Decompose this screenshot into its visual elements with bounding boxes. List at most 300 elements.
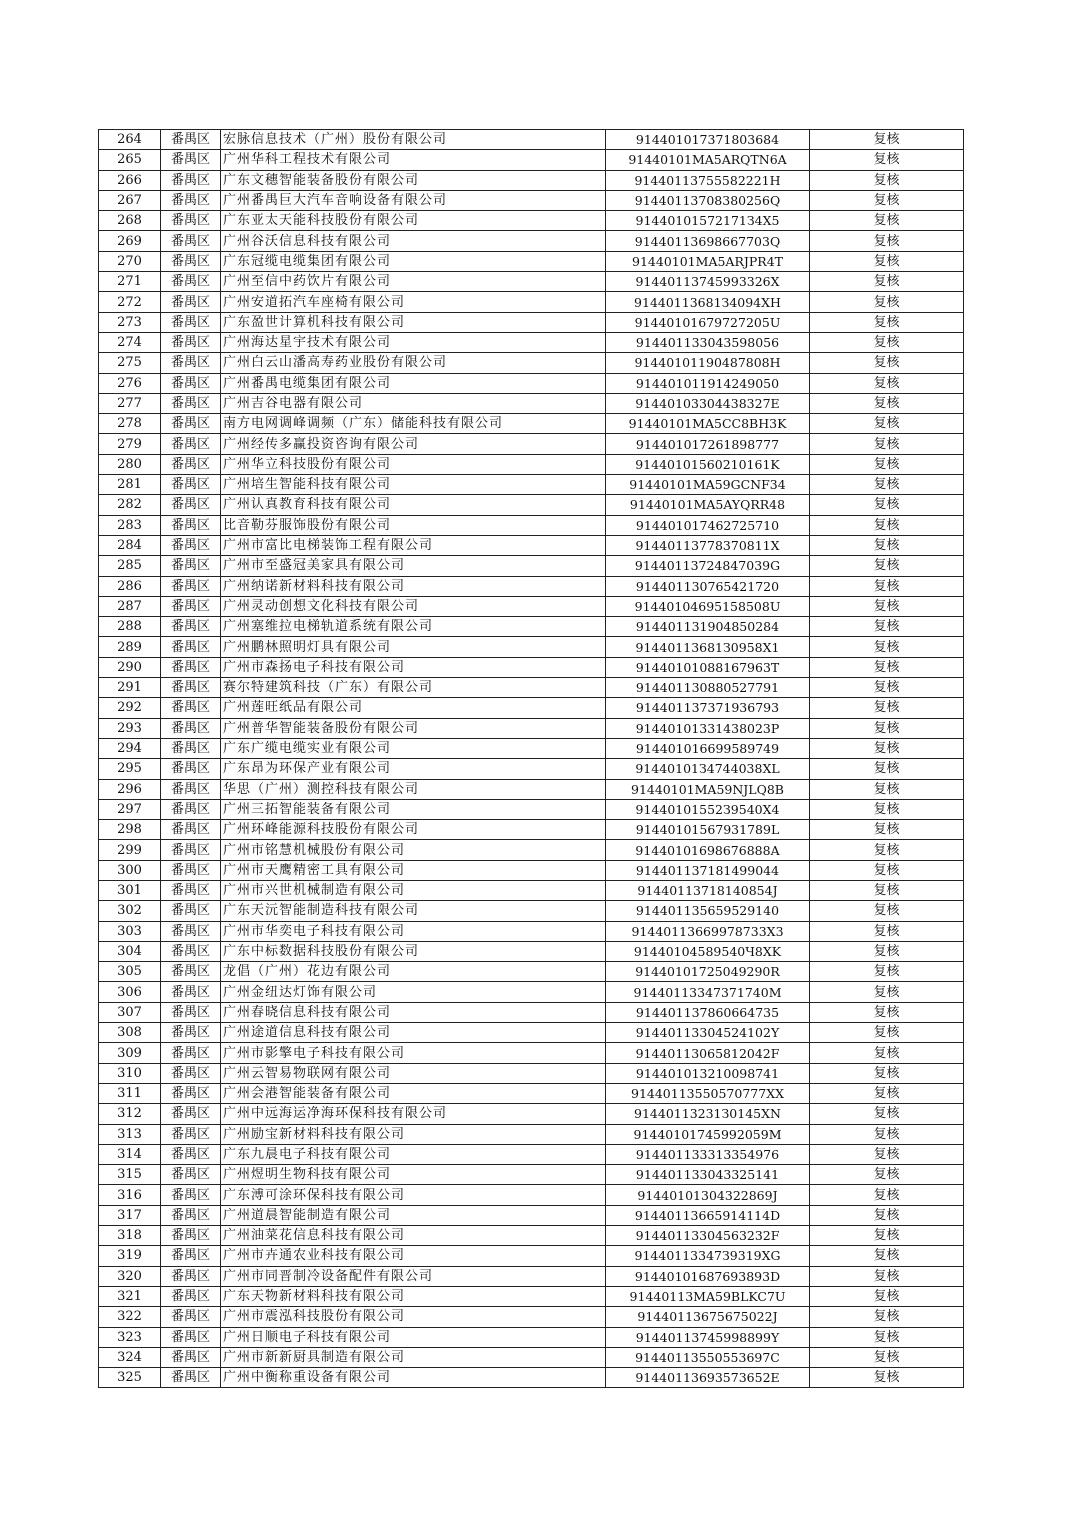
row-number: 264 xyxy=(99,130,161,150)
company-name-cell: 广州纳诺新材料科技有限公司 xyxy=(221,576,606,596)
row-number: 296 xyxy=(99,779,161,799)
table-row xyxy=(99,1307,964,1327)
row-number: 303 xyxy=(99,921,161,941)
district-cell: 番禺区 xyxy=(161,860,221,880)
row-number: 265 xyxy=(99,150,161,170)
credit-code-cell: 91440113698667703Q xyxy=(606,231,810,251)
company-name-cell: 广州经传多赢投资咨询有限公司 xyxy=(221,434,606,454)
table-row xyxy=(99,312,964,332)
table-row xyxy=(99,1063,964,1083)
credit-code-cell: 91440113065812042F xyxy=(606,1043,810,1063)
credit-code-cell: 91440101MA5ARJPR4T xyxy=(606,251,810,271)
district-cell: 番禺区 xyxy=(161,698,221,718)
company-name-cell: 广东溥可涂环保科技有限公司 xyxy=(221,1185,606,1205)
table-row xyxy=(99,759,964,779)
district-cell: 番禺区 xyxy=(161,251,221,271)
table-row xyxy=(99,1286,964,1306)
company-name-cell: 广东天物新材料科技有限公司 xyxy=(221,1286,606,1306)
company-name-cell: 广东亚太天能科技股份有限公司 xyxy=(221,211,606,231)
row-number: 325 xyxy=(99,1368,161,1388)
table-row xyxy=(99,393,964,413)
row-number: 291 xyxy=(99,678,161,698)
district-cell: 番禺区 xyxy=(161,1104,221,1124)
company-name-cell: 广州番禺电缆集团有限公司 xyxy=(221,373,606,393)
district-cell: 番禺区 xyxy=(161,1002,221,1022)
company-name-cell: 广州认真教育科技有限公司 xyxy=(221,495,606,515)
company-name-cell: 广州白云山潘高寿药业股份有限公司 xyxy=(221,353,606,373)
row-number: 268 xyxy=(99,211,161,231)
table-row xyxy=(99,414,964,434)
table-row xyxy=(99,962,964,982)
status-cell: 复核 xyxy=(810,1002,964,1022)
district-cell: 番禺区 xyxy=(161,373,221,393)
row-number: 301 xyxy=(99,880,161,900)
credit-code-cell: 91440101687693893D xyxy=(606,1266,810,1286)
credit-code-cell: 91440101745992059M xyxy=(606,1124,810,1144)
district-cell: 番禺区 xyxy=(161,820,221,840)
status-cell: 复核 xyxy=(810,353,964,373)
district-cell: 番禺区 xyxy=(161,1185,221,1205)
table-row xyxy=(99,1104,964,1124)
status-cell: 复核 xyxy=(810,962,964,982)
company-name-cell: 广州市同晋制冷设备配件有限公司 xyxy=(221,1266,606,1286)
status-cell: 复核 xyxy=(810,1144,964,1164)
company-name-cell: 宏脉信息技术（广州）股份有限公司 xyxy=(221,130,606,150)
credit-code-cell: 91440101552З9540X4 xyxy=(606,799,810,819)
status-cell: 复核 xyxy=(810,373,964,393)
credit-code-cell: 914401013210098741 xyxy=(606,1063,810,1083)
table-row xyxy=(99,1043,964,1063)
row-number: 266 xyxy=(99,170,161,190)
row-number: 278 xyxy=(99,414,161,434)
row-number: 273 xyxy=(99,312,161,332)
row-number: 324 xyxy=(99,1347,161,1367)
table-row xyxy=(99,576,964,596)
company-name-cell: 广州华科工程技术有限公司 xyxy=(221,150,606,170)
credit-code-cell: 914401017462725710 xyxy=(606,515,810,535)
row-number: 281 xyxy=(99,475,161,495)
row-number: 310 xyxy=(99,1063,161,1083)
table-row xyxy=(99,840,964,860)
district-cell: 番禺区 xyxy=(161,1286,221,1306)
company-name-cell: 广州环峰能源科技股份有限公司 xyxy=(221,820,606,840)
status-cell: 复核 xyxy=(810,738,964,758)
status-cell: 复核 xyxy=(810,231,964,251)
company-name-cell: 广州安道拓汽车座椅有限公司 xyxy=(221,292,606,312)
credit-code-cell: 91440101572171З4X5 xyxy=(606,211,810,231)
district-cell: 番禺区 xyxy=(161,312,221,332)
row-number: 282 xyxy=(99,495,161,515)
company-name-cell: 广州春晓信息科技有限公司 xyxy=(221,1002,606,1022)
district-cell: 番禺区 xyxy=(161,1144,221,1164)
credit-code-cell: 91440113745993326X xyxy=(606,272,810,292)
status-cell: 复核 xyxy=(810,657,964,677)
status-cell: 复核 xyxy=(810,982,964,1002)
table-row xyxy=(99,617,964,637)
table-row xyxy=(99,231,964,251)
status-cell: 复核 xyxy=(810,637,964,657)
status-cell: 复核 xyxy=(810,1307,964,1327)
credit-code-cell: 91440101725049290R xyxy=(606,962,810,982)
status-cell: 复核 xyxy=(810,1226,964,1246)
district-cell: 番禺区 xyxy=(161,779,221,799)
company-name-cell: 广州吉谷电器有限公司 xyxy=(221,393,606,413)
status-cell: 复核 xyxy=(810,292,964,312)
status-cell: 复核 xyxy=(810,272,964,292)
district-cell: 番禺区 xyxy=(161,292,221,312)
company-name-cell: 广州市新新厨具制造有限公司 xyxy=(221,1347,606,1367)
credit-code-cell: 914401016699589749 xyxy=(606,738,810,758)
status-cell: 复核 xyxy=(810,414,964,434)
status-cell: 复核 xyxy=(810,1185,964,1205)
row-number: 307 xyxy=(99,1002,161,1022)
status-cell: 复核 xyxy=(810,596,964,616)
table-row xyxy=(99,982,964,1002)
row-number: 309 xyxy=(99,1043,161,1063)
row-number: 274 xyxy=(99,332,161,352)
credit-code-cell: 91440113755582221H xyxy=(606,170,810,190)
status-cell: 复核 xyxy=(810,759,964,779)
credit-code-cell: 91440101MA59GCNF34 xyxy=(606,475,810,495)
table-row xyxy=(99,475,964,495)
table-row xyxy=(99,1205,964,1225)
status-cell: 复核 xyxy=(810,1165,964,1185)
table-row xyxy=(99,1165,964,1185)
status-cell: 复核 xyxy=(810,170,964,190)
district-cell: 番禺区 xyxy=(161,434,221,454)
table-row xyxy=(99,1246,964,1266)
credit-code-cell: 91440101088167963T xyxy=(606,657,810,677)
status-cell: 复核 xyxy=(810,475,964,495)
table-row xyxy=(99,596,964,616)
status-cell: 复核 xyxy=(810,1368,964,1388)
credit-code-cell: 91440113669978733X3 xyxy=(606,921,810,941)
credit-code-cell: 91440113708380256Q xyxy=(606,190,810,210)
district-cell: 番禺区 xyxy=(161,353,221,373)
table-row xyxy=(99,495,964,515)
status-cell: 复核 xyxy=(810,820,964,840)
table-row xyxy=(99,1327,964,1347)
status-cell: 复核 xyxy=(810,840,964,860)
table-row xyxy=(99,1347,964,1367)
row-number: 308 xyxy=(99,1023,161,1043)
company-name-cell: 广州市华奕电子科技有限公司 xyxy=(221,921,606,941)
district-cell: 番禺区 xyxy=(161,150,221,170)
company-name-cell: 广州至信中药饮片有限公司 xyxy=(221,272,606,292)
table-row xyxy=(99,190,964,210)
table-row xyxy=(99,698,964,718)
company-name-cell: 广州日顺电子科技有限公司 xyxy=(221,1327,606,1347)
company-name-cell: 广州市震泓科技股份有限公司 xyxy=(221,1307,606,1327)
district-cell: 番禺区 xyxy=(161,1165,221,1185)
credit-code-cell: 91440113304563232F xyxy=(606,1226,810,1246)
row-number: 269 xyxy=(99,231,161,251)
district-cell: 番禺区 xyxy=(161,962,221,982)
row-number: 318 xyxy=(99,1226,161,1246)
company-name-cell: 广州市森扬电子科技有限公司 xyxy=(221,657,606,677)
row-number: 320 xyxy=(99,1266,161,1286)
company-name-cell: 广州会港智能装备有限公司 xyxy=(221,1083,606,1103)
company-name-cell: 广州市兴世机械制造有限公司 xyxy=(221,880,606,900)
district-cell: 番禺区 xyxy=(161,738,221,758)
row-number: 319 xyxy=(99,1246,161,1266)
company-name-cell: 广州鹏林照明灯具有限公司 xyxy=(221,637,606,657)
district-cell: 番禺区 xyxy=(161,170,221,190)
company-name-cell: 南方电网调峰调频（广东）储能科技有限公司 xyxy=(221,414,606,434)
company-name-cell: 赛尔特建筑科技（广东）有限公司 xyxy=(221,678,606,698)
row-number: 298 xyxy=(99,820,161,840)
row-number: 304 xyxy=(99,941,161,961)
district-cell: 番禺区 xyxy=(161,799,221,819)
credit-code-cell: 91440113347371740M xyxy=(606,982,810,1002)
district-cell: 番禺区 xyxy=(161,941,221,961)
status-cell: 复核 xyxy=(810,779,964,799)
table-row xyxy=(99,678,964,698)
company-name-cell: 广州市天鹰精密工具有限公司 xyxy=(221,860,606,880)
credit-code-cell: 914401133313354976 xyxy=(606,1144,810,1164)
company-name-cell: 广州油菜花信息科技有限公司 xyxy=(221,1226,606,1246)
table-row xyxy=(99,779,964,799)
credit-code-cell: 914401135659529140 xyxy=(606,901,810,921)
credit-code-cell: 91440113231З0145XN xyxy=(606,1104,810,1124)
credit-code-cell: 914401137181499044 xyxy=(606,860,810,880)
credit-code-cell: 914401011914249050 xyxy=(606,373,810,393)
credit-code-cell: 91440113665914114D xyxy=(606,1205,810,1225)
credit-code-cell: 91440113681З0958X1 xyxy=(606,637,810,657)
status-cell: 复核 xyxy=(810,211,964,231)
district-cell: 番禺区 xyxy=(161,1023,221,1043)
row-number: 314 xyxy=(99,1144,161,1164)
district-cell: 番禺区 xyxy=(161,272,221,292)
company-name-cell: 广东盈世计算机科技有限公司 xyxy=(221,312,606,332)
status-cell: 复核 xyxy=(810,901,964,921)
credit-code-cell: 91440113550553697C xyxy=(606,1347,810,1367)
row-number: 322 xyxy=(99,1307,161,1327)
row-number: 316 xyxy=(99,1185,161,1205)
credit-code-cell: 91440113724847039G xyxy=(606,556,810,576)
credit-code-cell: 914401131904850284 xyxy=(606,617,810,637)
table-row xyxy=(99,1185,964,1205)
district-cell: 番禺区 xyxy=(161,596,221,616)
status-cell: 复核 xyxy=(810,617,964,637)
row-number: 305 xyxy=(99,962,161,982)
credit-code-cell: 91440101MA5AYQRR48 xyxy=(606,495,810,515)
row-number: 285 xyxy=(99,556,161,576)
district-cell: 番禺区 xyxy=(161,1347,221,1367)
row-number: 323 xyxy=(99,1327,161,1347)
credit-code-cell: 91440113693573652E xyxy=(606,1368,810,1388)
table-row xyxy=(99,1083,964,1103)
district-cell: 番禺区 xyxy=(161,1327,221,1347)
district-cell: 番禺区 xyxy=(161,1083,221,1103)
status-cell: 复核 xyxy=(810,251,964,271)
district-cell: 番禺区 xyxy=(161,454,221,474)
row-number: 284 xyxy=(99,535,161,555)
status-cell: 复核 xyxy=(810,332,964,352)
company-name-cell: 广州云智易物联网有限公司 xyxy=(221,1063,606,1083)
district-cell: 番禺区 xyxy=(161,130,221,150)
district-cell: 番禺区 xyxy=(161,718,221,738)
row-number: 286 xyxy=(99,576,161,596)
status-cell: 复核 xyxy=(810,190,964,210)
status-cell: 复核 xyxy=(810,150,964,170)
row-number: 289 xyxy=(99,637,161,657)
table-row xyxy=(99,880,964,900)
row-number: 299 xyxy=(99,840,161,860)
row-number: 267 xyxy=(99,190,161,210)
credit-code-cell: 91440113778370811X xyxy=(606,535,810,555)
status-cell: 复核 xyxy=(810,1023,964,1043)
row-number: 294 xyxy=(99,738,161,758)
table-row xyxy=(99,454,964,474)
row-number: 321 xyxy=(99,1286,161,1306)
district-cell: 番禺区 xyxy=(161,231,221,251)
row-number: 295 xyxy=(99,759,161,779)
company-name-cell: 广州华立科技股份有限公司 xyxy=(221,454,606,474)
district-cell: 番禺区 xyxy=(161,495,221,515)
status-cell: 复核 xyxy=(810,1124,964,1144)
status-cell: 复核 xyxy=(810,1327,964,1347)
row-number: 275 xyxy=(99,353,161,373)
row-number: 290 xyxy=(99,657,161,677)
company-name-cell: 广州中远海运净海环保科技有限公司 xyxy=(221,1104,606,1124)
district-cell: 番禺区 xyxy=(161,880,221,900)
table-row xyxy=(99,901,964,921)
district-cell: 番禺区 xyxy=(161,901,221,921)
credit-code-cell: 91440113MA59BLKC7U xyxy=(606,1286,810,1306)
district-cell: 番禺区 xyxy=(161,1246,221,1266)
credit-code-cell: 91440101З4744038XL xyxy=(606,759,810,779)
company-name-cell: 广州普华智能装备股份有限公司 xyxy=(221,718,606,738)
district-cell: 番禺区 xyxy=(161,332,221,352)
table-row xyxy=(99,738,964,758)
status-cell: 复核 xyxy=(810,880,964,900)
row-number: 272 xyxy=(99,292,161,312)
company-name-cell: 广东昂为环保产业有限公司 xyxy=(221,759,606,779)
status-cell: 复核 xyxy=(810,678,964,698)
table-row xyxy=(99,272,964,292)
table-row xyxy=(99,353,964,373)
company-name-cell: 比音勒芬服饰股份有限公司 xyxy=(221,515,606,535)
company-name-cell: 广州莲旺纸品有限公司 xyxy=(221,698,606,718)
table-row xyxy=(99,332,964,352)
table-row xyxy=(99,150,964,170)
company-name-cell: 广东冠缆电缆集团有限公司 xyxy=(221,251,606,271)
table-row xyxy=(99,637,964,657)
company-name-cell: 广州灵动创想文化科技有限公司 xyxy=(221,596,606,616)
status-cell: 复核 xyxy=(810,312,964,332)
row-number: 313 xyxy=(99,1124,161,1144)
status-cell: 复核 xyxy=(810,1246,964,1266)
status-cell: 复核 xyxy=(810,454,964,474)
row-number: 292 xyxy=(99,698,161,718)
company-name-cell: 广州三拓智能装备有限公司 xyxy=(221,799,606,819)
status-cell: 复核 xyxy=(810,1063,964,1083)
row-number: 276 xyxy=(99,373,161,393)
credit-code-cell: 91440113681З4094XH xyxy=(606,292,810,312)
company-name-cell: 广州市至盛冠美家具有限公司 xyxy=(221,556,606,576)
credit-code-cell: 91440113718140854J xyxy=(606,880,810,900)
status-cell: 复核 xyxy=(810,495,964,515)
company-name-cell: 广东广缆电缆实业有限公司 xyxy=(221,738,606,758)
company-name-cell: 广州谷沃信息科技有限公司 xyxy=(221,231,606,251)
company-name-cell: 华思（广州）测控科技有限公司 xyxy=(221,779,606,799)
district-cell: 番禺区 xyxy=(161,982,221,1002)
row-number: 311 xyxy=(99,1083,161,1103)
status-cell: 复核 xyxy=(810,434,964,454)
company-name-cell: 广州市铭慧机械股份有限公司 xyxy=(221,840,606,860)
credit-code-cell: 91440101304322869J xyxy=(606,1185,810,1205)
table-row xyxy=(99,799,964,819)
status-cell: 复核 xyxy=(810,1286,964,1306)
credit-code-cell: 91440101331438023P xyxy=(606,718,810,738)
status-cell: 复核 xyxy=(810,1205,964,1225)
credit-code-cell: 914401137860664735 xyxy=(606,1002,810,1022)
company-name-cell: 广州煜明生物科技有限公司 xyxy=(221,1165,606,1185)
credit-code-cell: 914401133043598056 xyxy=(606,332,810,352)
row-number: 279 xyxy=(99,434,161,454)
status-cell: 复核 xyxy=(810,1104,964,1124)
credit-code-cell: 91440101MA5ARQTN6A xyxy=(606,150,810,170)
credit-code-cell: 91440101MA5CC8BH3K xyxy=(606,414,810,434)
district-cell: 番禺区 xyxy=(161,414,221,434)
table-row xyxy=(99,1124,964,1144)
table-row xyxy=(99,211,964,231)
company-name-cell: 广东九晨电子科技有限公司 xyxy=(221,1144,606,1164)
district-cell: 番禺区 xyxy=(161,211,221,231)
credit-code-cell: 91440101MA59NJLQ8B xyxy=(606,779,810,799)
company-name-cell: 广州培生智能科技有限公司 xyxy=(221,475,606,495)
company-name-cell: 广州番禺巨大汽车音响设备有限公司 xyxy=(221,190,606,210)
credit-code-cell: 91440101567931789L xyxy=(606,820,810,840)
row-number: 270 xyxy=(99,251,161,271)
row-number: 315 xyxy=(99,1165,161,1185)
credit-code-cell: 914401017261898777 xyxy=(606,434,810,454)
status-cell: 复核 xyxy=(810,515,964,535)
table-row xyxy=(99,921,964,941)
status-cell: 复核 xyxy=(810,1266,964,1286)
table-row xyxy=(99,434,964,454)
district-cell: 番禺区 xyxy=(161,840,221,860)
status-cell: 复核 xyxy=(810,941,964,961)
credit-code-cell: 914401133043325141 xyxy=(606,1165,810,1185)
status-cell: 复核 xyxy=(810,799,964,819)
credit-code-cell: 91440101679727205U xyxy=(606,312,810,332)
company-name-cell: 广州市富比电梯装饰工程有限公司 xyxy=(221,535,606,555)
table-row xyxy=(99,941,964,961)
company-name-cell: 广东中标数据科技股份有限公司 xyxy=(221,941,606,961)
table-row xyxy=(99,373,964,393)
district-cell: 番禺区 xyxy=(161,475,221,495)
credit-code-cell: 91440103304438327E xyxy=(606,393,810,413)
district-cell: 番禺区 xyxy=(161,576,221,596)
status-cell: 复核 xyxy=(810,860,964,880)
company-name-cell: 广州塞维拉电梯轨道系统有限公司 xyxy=(221,617,606,637)
district-cell: 番禺区 xyxy=(161,1043,221,1063)
row-number: 300 xyxy=(99,860,161,880)
credit-code-cell: 914401017371803684 xyxy=(606,130,810,150)
district-cell: 番禺区 xyxy=(161,535,221,555)
district-cell: 番禺区 xyxy=(161,921,221,941)
district-cell: 番禺区 xyxy=(161,657,221,677)
company-name-cell: 广州市影擎电子科技有限公司 xyxy=(221,1043,606,1063)
credit-code-cell: 91440101560210161K xyxy=(606,454,810,474)
row-number: 306 xyxy=(99,982,161,1002)
table-row xyxy=(99,718,964,738)
table-row xyxy=(99,292,964,312)
status-cell: 复核 xyxy=(810,130,964,150)
credit-code-cell: 91440113745998899Y xyxy=(606,1327,810,1347)
